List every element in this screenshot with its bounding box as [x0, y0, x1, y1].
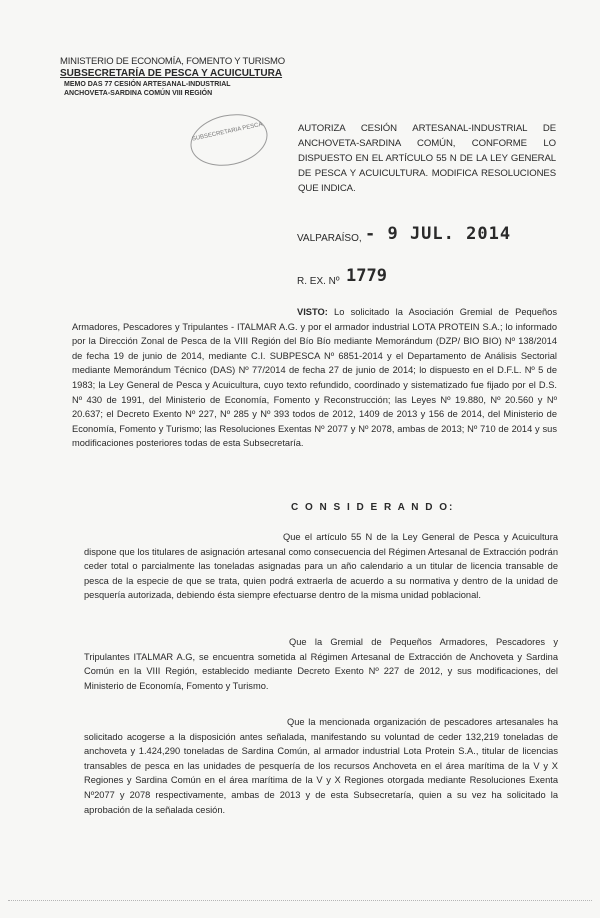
considerando-heading: C O N S I D E R A N D O:	[291, 502, 455, 513]
considerando-paragraph-2	[84, 635, 558, 693]
rex-label: R. EX. Nº	[297, 276, 340, 287]
visto-paragraph	[72, 305, 557, 451]
memo-reference: MEMO DAS 77 CESIÓN ARTESANAL-INDUSTRIAL	[64, 81, 231, 88]
letterhead	[60, 56, 310, 98]
considerando-text-2: Que la Gremial de Pequeños Armadores, Pescadores y Tripulantes ITALMAR A.G, se encuentra sometida al Régimen Artesanal de Extracción de Anchoveta y Sardina Común en la VIII Región, establecido mediante Decreto Exento Nº 227 de 2012, y sus modificaciones, del Ministerio de Economía, Fomento y Turismo.	[84, 637, 558, 691]
visto-keyword: VISTO:	[297, 307, 328, 317]
official-stamp	[186, 107, 273, 172]
memo-subject: ANCHOVETA-SARDINA COMÚN VIII REGIÓN	[64, 90, 213, 97]
rex-number: 1779	[346, 266, 387, 286]
visto-text: Lo solicitado la Asociación Gremial de Pequeños Armadores, Pescadores y Tripulantes - ITALMAR A.G. y por el armador industrial LOTA PROTEIN S.A.; lo informado por la Dirección Zonal de Pesca de la VIII Región del Bío Bío mediante Memorándum (DZP/ BIO BIO) Nº 138/2014 de fecha 19 de junio de 2014, mediante C.I. SUBPESCA Nº 6851-2014 y el Departamento de Análisis Sectorial mediante Memorándum Técnico (DAS) Nº 77/2014 de fecha 27 de junio de 2014; lo dispuesto en el D.F.L. Nº 5 de 1983; la Ley General de Pesca y Acuicultura, cuyo texto refundido, coordinado y sistematizado fue fijado por el D.S. Nº 430 de 1991, del Ministerio de Economía, Fomento y Reconstrucción; las Leyes Nº 19.880, Nº 20.560 y Nº 20.637; el Decreto Exento Nº 227, Nº 285 y Nº 393 todos de 2012, 1409 de 2013 y 156 de 2014, del Ministerio de Economía, Fomento y Turismo; las Resoluciones Exentas Nº 2077 y Nº 2078, ambas de 2013; Nº 710 de 2014 y sus modificaciones posteriores todas de esta Subsecretaría.	[72, 307, 557, 449]
considerando-text-3: Que la mencionada organización de pescadores artesanales ha solicitado acogerse a la disposición antes señalada, manifestando su voluntad de ceder 132,219 toneladas de anchoveta y 1.424,290 toneladas de Sardina Común, al armador industrial Lota Protein S.A., titular de licencias transables de pesca en las unidades de pesquería de los recursos Anchoveta en el área marítima de la V y X Regiones y Sardina Común en el área marítima de la V y X Regiones otorgada mediante Resoluciones Exenta Nº2077 y 2078 respectivamente, ambas de 2013 y de esta Subsecretaría, quien a su vez ha solicitado la aprobación de la señalada cesión.	[84, 717, 558, 815]
ministry-name: MINISTERIO DE ECONOMÍA, FOMENTO Y TURISMO	[60, 56, 285, 67]
considerando-paragraph-1	[84, 530, 558, 603]
resolution-date: - 9 JUL. 2014	[365, 224, 512, 244]
subsecretariat-name: SUBSECRETARÍA DE PESCA Y ACUICULTURA	[60, 68, 283, 79]
page-bottom-rule	[8, 900, 592, 901]
resolution-subject: AUTORIZA CESIÓN ARTESANAL-INDUSTRIAL DE ANCHOVETA-SARDINA COMÚN, CONFORME LO DISPUESTO EN EL ARTÍCULO 55 N DE LA LEY GENERAL DE PESCA Y ACUICULTURA. MODIFICA RESOLUCIONES QUE INDICA.	[298, 123, 556, 194]
stamp-text: SUBSECRETARIA PESCA	[191, 121, 264, 143]
place-label: VALPARAÍSO,	[297, 233, 362, 244]
considerando-text-1: Que el artículo 55 N de la Ley General de Pesca y Acuicultura dispone que los titulares de asignación artesanal como consecuencia del Régimen Artesanal de Extracción podrán ceder total o parcialmente las toneladas asignadas para un año calendario a un titular de licencia transable de pesca de la especie de que se trata, quien podrá extraerla de acuerdo a su normativa y dentro de la unidad de pesquería autorizada, debiendo ésta siempre efectuarse dentro de la misma unidad poblacional.	[84, 532, 558, 601]
considerando-paragraph-3	[84, 715, 558, 817]
